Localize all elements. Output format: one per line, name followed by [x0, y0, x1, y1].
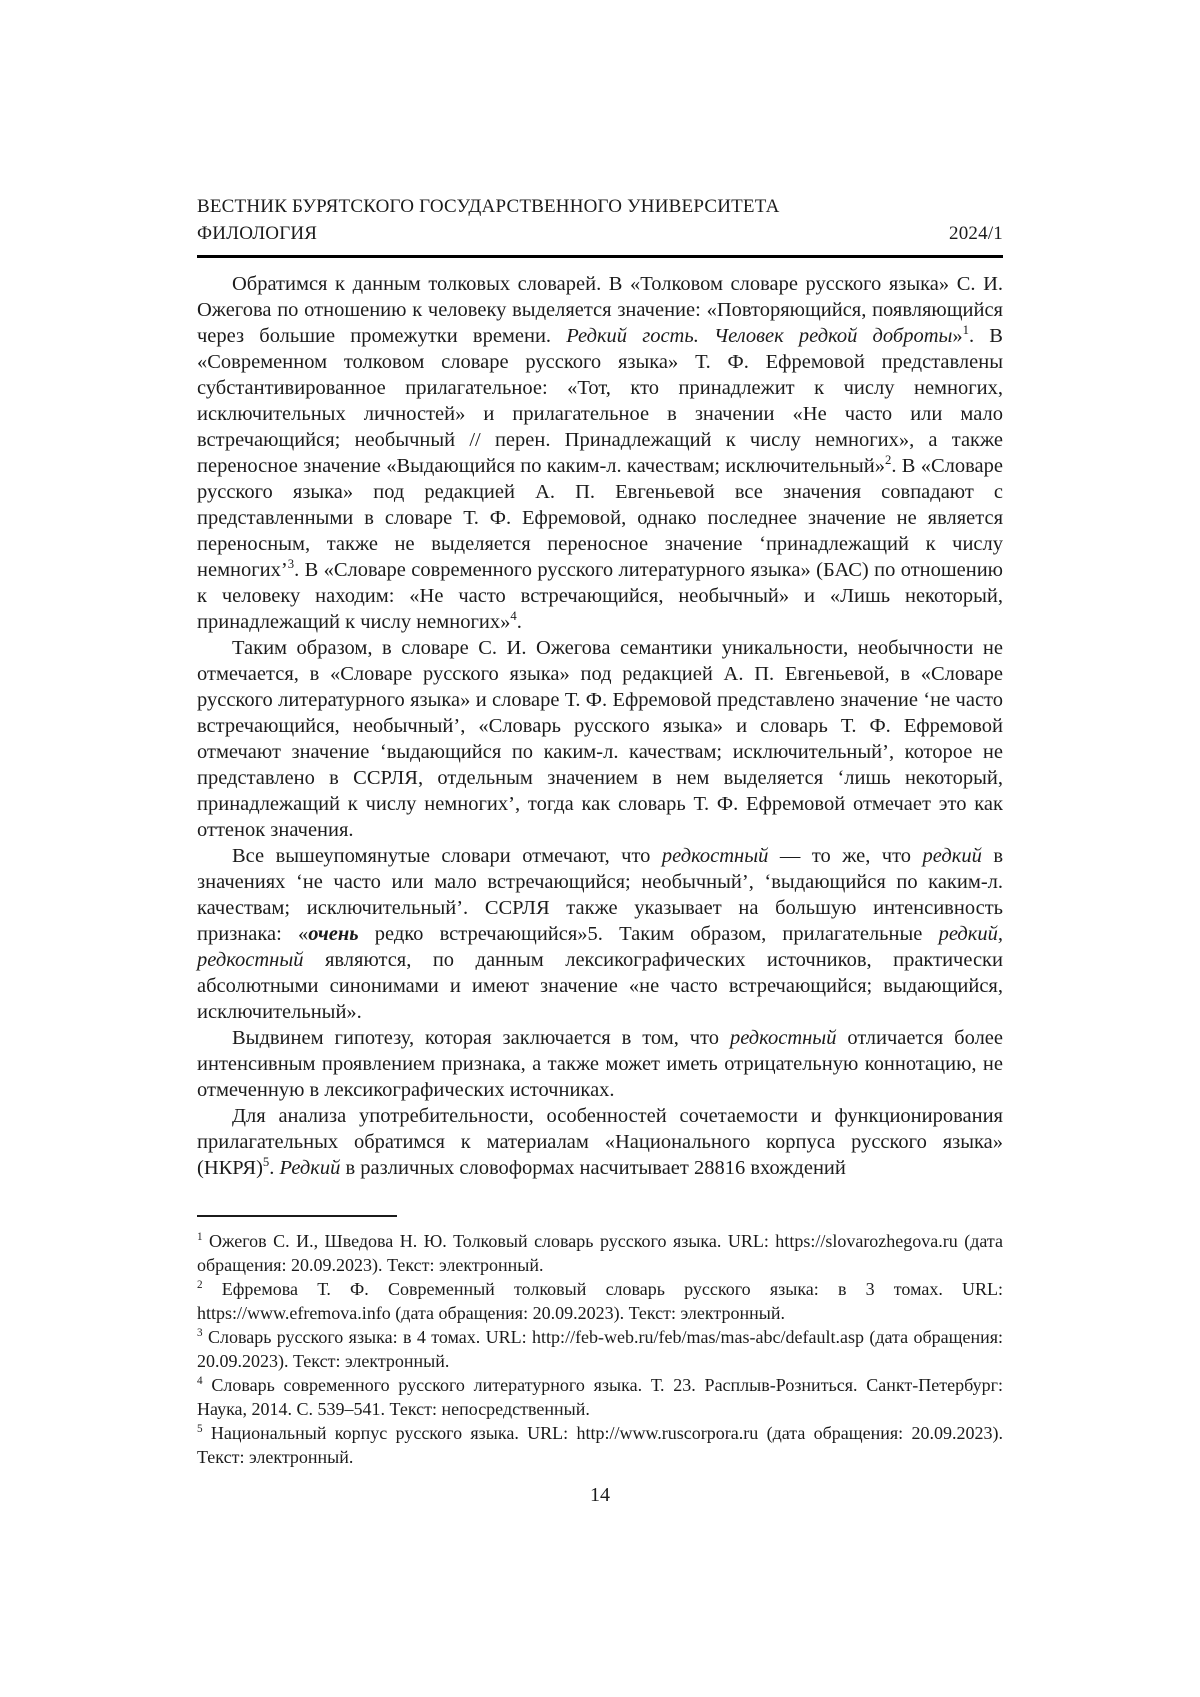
text-run: в различных словоформах насчитывает 28816 вхождений	[340, 1157, 846, 1179]
paragraph-3	[197, 843, 1003, 1025]
text-run: . В «Словаре современного русского литературного языка» (БАС) по отношению к человеку находим: «Не часто встречающийся, необычный» и «Лишь некоторый, принадлежащий к числу немногих»	[197, 559, 1003, 633]
footnote-reference: 1	[962, 323, 970, 338]
footnote-marker: 4	[197, 1375, 203, 1387]
footnotes-block	[197, 1229, 1003, 1469]
footnote-reference: 5	[262, 1155, 270, 1170]
footnote-text: Ожегов С. И., Шведова Н. Ю. Толковый словарь русского языка. URL: https://slovarozhegova.ru (дата обращения: 20.09.2023). Текст: электронный.	[197, 1231, 1003, 1275]
text-run: Таким образом, в словаре С. И. Ожегова семантики уникальности, необычности не отмечается, в «Словаре русского языка» под редакцией А. П. Евгеньевой, в «Словаре русского литературного языка» и словаре Т. Ф. Ефремовой представлено значение ‘не часто встречающийся, необычный’, «Словарь русского языка» и словарь Т. Ф. Ефремовой отмечают значение ‘выдающийся по каким-л. качествам; исключительный’, которое не представлено в ССРЛЯ, отдельным значением в нем выделяется ‘лишь некоторый, принадлежащий к числу немногих’, тогда как словарь Т. Ф. Ефремовой отмечает это как оттенок значения.	[197, 637, 1003, 841]
footnote-2	[197, 1277, 1003, 1325]
text-run: Выдвинем гипотезу, которая заключается в том, что	[232, 1027, 730, 1049]
footnote-text: Ефремова Т. Ф. Современный толковый словарь русского языка: в 3 томах. URL: https://www.efremova.info (дата обращения: 20.09.2023). Текст: электронный.	[197, 1279, 1003, 1323]
header-rule	[197, 255, 1003, 258]
text-run: .	[516, 611, 522, 633]
text-run: .	[269, 1157, 280, 1179]
page-content	[197, 193, 1003, 1506]
text-run: редкий, редкостный	[197, 923, 1003, 971]
footnote-marker: 1	[197, 1231, 203, 1243]
section-title: ФИЛОЛОГИЯ	[197, 223, 318, 244]
article-body	[197, 271, 1003, 1181]
text-run: редкостный	[661, 845, 769, 867]
footnote-text: Национальный корпус русского языка. URL: http://www.ruscorpora.ru (дата обращения: 20.09.2023). Текст: электронный.	[197, 1423, 1003, 1467]
footnote-separator-rule	[197, 1215, 397, 1217]
paragraph-1	[197, 271, 1003, 635]
paragraph-5	[197, 1103, 1003, 1181]
text-run: очень	[308, 923, 359, 945]
text-run: Редкий	[279, 1157, 341, 1179]
text-run: Редкий гость. Человек редкой доброты	[566, 325, 953, 347]
text-run: редкостный	[729, 1027, 837, 1049]
text-run: »	[952, 325, 963, 347]
paragraph-2	[197, 635, 1003, 843]
running-header	[197, 193, 1003, 258]
issue-number: 2024/1	[949, 223, 1003, 244]
text-run: в значениях ‘не часто или мало встречающийся; необычный’, ‘выдающийся по каким-л. качествам; исключительный’. ССРЛЯ также указывает на большую интенсивность признака: «	[197, 845, 1003, 945]
footnote-marker: 5	[197, 1423, 203, 1435]
header-line2	[197, 220, 1003, 247]
page-footer	[197, 1215, 1003, 1507]
footnote-reference: 2	[884, 453, 892, 468]
footnote-marker: 3	[197, 1327, 203, 1339]
footnote-5	[197, 1421, 1003, 1469]
text-run: редко встречающийся»5. Таким образом, прилагательные	[358, 923, 939, 945]
text-run: — то же, что	[768, 845, 923, 867]
text-run: отличается более интенсивным проявлением признака, а также может иметь отрицательную коннотацию, не отмеченную в лексикографических источниках.	[197, 1027, 1003, 1101]
footnote-1	[197, 1229, 1003, 1277]
footnote-reference: 3	[287, 557, 295, 572]
journal-title: ВЕСТНИК БУРЯТСКОГО ГОСУДАРСТВЕННОГО УНИВЕРСИТЕТА	[197, 196, 780, 217]
text-run: Все вышеупомянутые словари отмечают, что	[232, 845, 662, 867]
text-run: редкий	[922, 845, 982, 867]
text-run: являются, по данным лексикографических источников, практически абсолютными синонимами и имеют значение «не часто встречающийся; выдающийся, исключительный».	[197, 949, 1003, 1023]
text-run: . В «Современном толковом словаре русского языка» Т. Ф. Ефремовой представлены субстантивированное прилагательное: «Тот, кто принадлежит к числу немногих, исключительных личностей» и прилагательное в значении «Не часто или мало встречающийся; необычный // перен. Принадлежащий к числу немногих», а также переносное значение «Выдающийся по каким-л. качествам; исключительный»	[197, 325, 1003, 477]
footnote-4	[197, 1373, 1003, 1421]
text-run: Обратимся к данным толковых словарей. В «Толковом словаре русского языка» С. И. Ожегова по отношению к человеку выделяется значение: «Повторяющийся, появляющийся через большие промежутки времени.	[197, 273, 1003, 347]
footnote-reference: 4	[510, 609, 517, 624]
footnote-text: Словарь современного русского литературного языка. Т. 23. Расплыв-Розниться. Санкт-Петербург: Наука, 2014. С. 539–541. Текст: непосредственный.	[197, 1375, 1003, 1419]
text-run: . В «Словаре русского языка» под редакцией А. П. Евгеньевой все значения совпадают с представленными в словаре Т. Ф. Ефремовой, однако последнее значение не является переносным, также не выделяется переносное значение ‘принадлежащий к числу немногих’	[197, 455, 1003, 581]
page-number: 14	[590, 1484, 610, 1506]
paragraph-4	[197, 1025, 1003, 1103]
footnote-marker: 2	[197, 1279, 203, 1291]
footnote-3	[197, 1325, 1003, 1373]
footnote-text: Словарь русского языка: в 4 томах. URL: http://feb-web.ru/feb/mas/mas-abc/default.asp (дата обращения: 20.09.2023). Текст: электронный.	[197, 1327, 1003, 1371]
text-run: Для анализа употребительности, особенностей сочетаемости и функционирования прилагательных обратимся к материалам «Национального корпуса русского языка» (НКРЯ)	[197, 1105, 1003, 1179]
